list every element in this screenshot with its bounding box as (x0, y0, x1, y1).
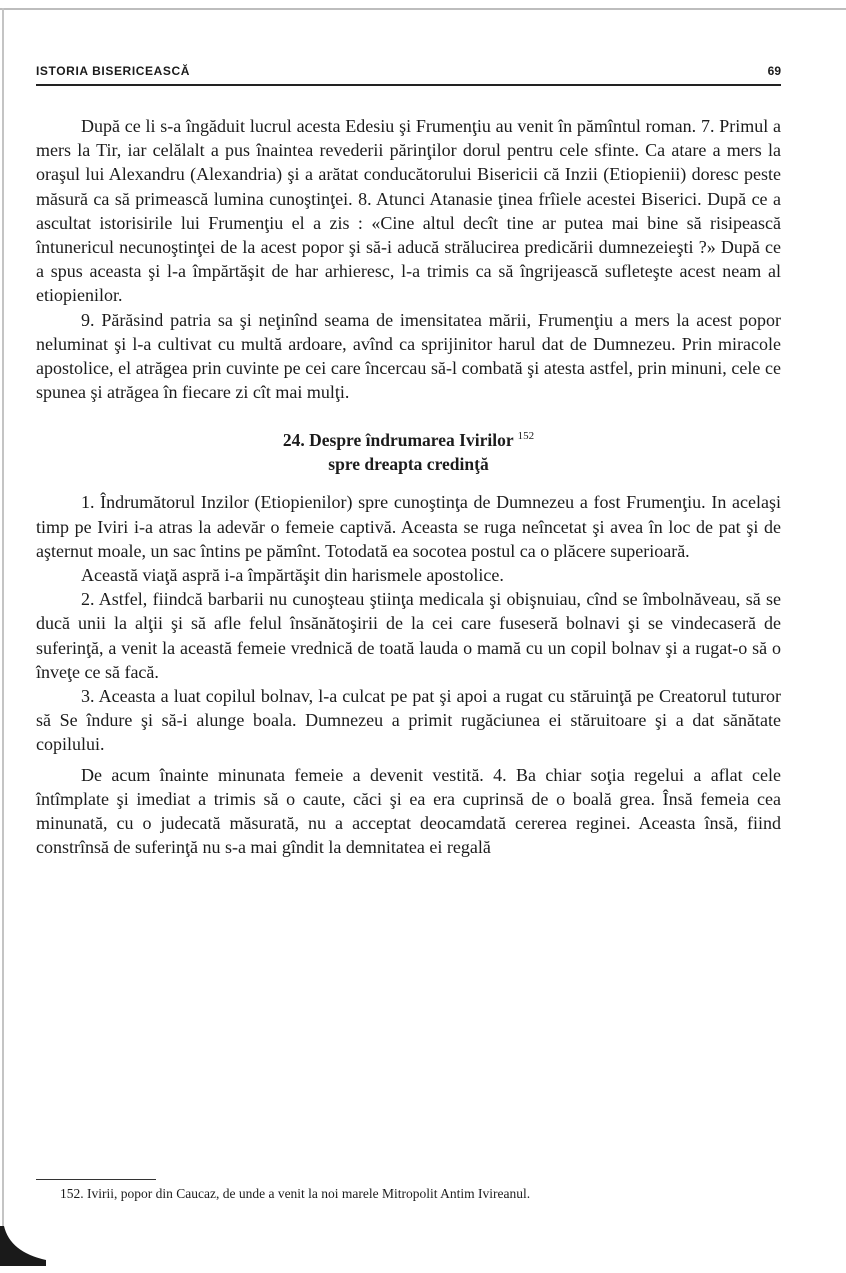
footnote: 152. Ivirii, popor din Caucaz, de unde a venit la noi marele Mitropolit Antim Ivireanul. (60, 1186, 531, 1201)
paragraph: După ce li s-a îngăduit lucrul acesta Edesiu şi Frumenţiu au venit în pămîntul roman. 7. Primul a mers la Tir, iar celălalt a pus înaintea revederii părinţilor dorul pentru cele sfinte. Ca atare a mers la oraşul lui Alexandru (Alexandria) şi a arătat conducătorului Bisericii că Inzii (Etiopienii) doresc peste măsură ca să primească lumina cunoştinţei. 8. Atunci Atanasie ţinea frîiele acestei Biserici. După ce a ascultat istorisirile lui Frumenţiu el a zis : «Cine altul decît tine ar putea mai bine să risipească întunericul necunoştinţei de la acest popor şi să-i aducă strălucirea predicării dumnezeieşti ?» După ce a spus aceasta şi l-a împărtăşit de har arhieresc, l-a trimis ca să îngrijească sufleteşte acest neam al etiopienilor. (36, 116, 781, 306)
paragraph: 3. Aceasta a luat copilul bolnav, l-a culcat pe pat şi apoi a rugat cu stăruinţă pe Creatorul tuturor să Se îndure şi să-i alunge boala. Dumnezeu a primit rugăciunea ei stăruitoare şi a dat sănătate copilului. (36, 686, 781, 755)
page-corner-shadow (0, 1226, 46, 1266)
footnote-reference: 152 (517, 430, 535, 443)
page-left-edge (2, 8, 4, 1228)
page-number: 69 (767, 64, 781, 78)
page-header (36, 62, 781, 86)
page-content (36, 114, 781, 859)
chapter-heading (36, 428, 781, 476)
footnote-separator (36, 1179, 156, 1180)
paragraph: 9. Părăsind patria sa şi neţinînd seama de imensitatea mării, Frumenţiu a mers la acest popor neluminat şi l-a cultivat cu multă ardoare, avînd ca sprijinitor harul dat de Dumnezeu. Prin miracole apostolice, el atrăgea prin cuvinte pe cei care încercau să-l combată şi atesta astfel, prin minuni, cele ce spunea şi atrăgea în fiecare zi cît mai mulţi. (36, 309, 781, 403)
chapter-heading-line-1 (36, 428, 781, 452)
chapter-title: 24. Despre îndrumarea Ivirilor (282, 430, 514, 451)
paragraph: 1. Îndrumătorul Inzilor (Etiopienilor) spre cunoştinţa de Dumnezeu a fost Frumenţiu. In acelaşi timp pe Iviri i-a atras la adevăr o femeie captivă. Aceasta se ruga neîncetat şi avea în loc de pat şi de aşternut moale, un sac întins pe pămînt. Totodată ea socotea postul ca o plăcere superioară. (36, 492, 781, 561)
paragraph: 2. Astfel, fiindcă barbarii nu cunoşteau ştiinţa medicala şi obişnuiau, cînd se îmbolnăveau, să se ducă unii la alţii şi să afle felul însănătoşirii de la cei care fuseseră bolnavi şi se vindecaseră de suferinţă, a venit la această femeie vrednică de toată lauda o mamă cu un copil bolnav şi a rugat-o să o înveţe ce să facă. (36, 589, 781, 682)
chapter-subtitle: spre dreapta credinţă (328, 454, 489, 475)
paragraph: Această viaţă aspră i-a împărtăşit din harismele apostolice. (81, 565, 504, 586)
page-top-edge (0, 8, 846, 10)
paragraph: De acum înainte minunata femeie a devenit vestită. 4. Ba chiar soţia regelui a aflat cele întîmplate şi imediat a trimis să o caute, căci şi ea era cuprinsă de o boală grea. Însă femeia cea minunată, cu o judecată măsurată, nu a acceptat deocamdată cererea reginei. Aceasta însă, fiind constrînsă de suferinţă nu s-a mai gîndit la demnitatea ei regală (36, 764, 781, 858)
running-title: ISTORIA BISERICEASCĂ (36, 64, 191, 78)
